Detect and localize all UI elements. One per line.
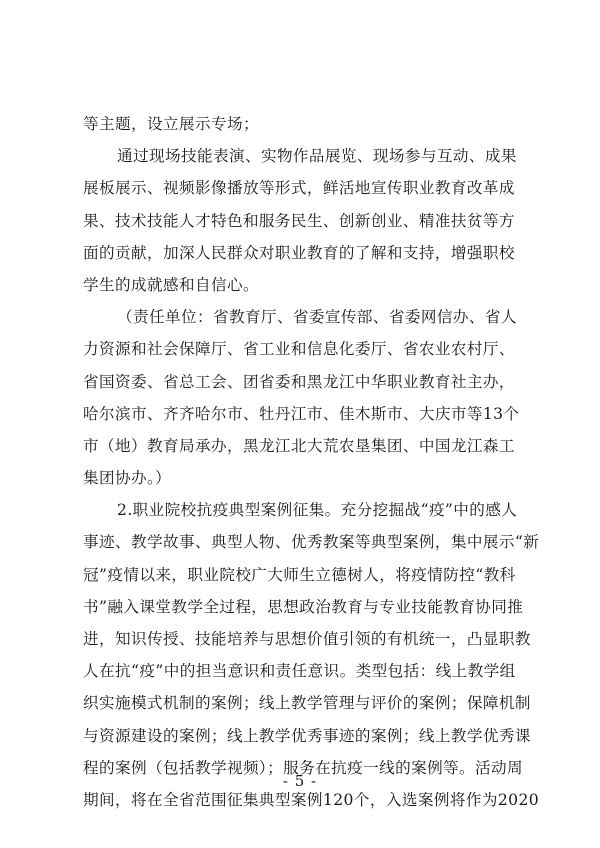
text-line: 冠”疫情以来，职业院校广大师生立德树人，将疫情防控“教科 <box>83 565 516 584</box>
text-line: 果、技术技能人才特色和服务民生、创新创业、精准扶贫等方 <box>83 211 515 230</box>
page-number: - 5 - <box>282 772 318 790</box>
text-line: 织实施模式机制的案例；线上教学管理与评价的案例；保障机制 <box>83 694 531 713</box>
text-line: 集团协办。） <box>83 469 172 488</box>
paragraph-start-line: （责任单位：省教育厅、省委宣传部、省委网信办、省人 <box>117 308 517 327</box>
text-line: 人在抗“疫”中的担当意识和责任意识。类型包括：线上教学组 <box>83 662 516 681</box>
paragraph-start-line: 通过现场技能表演、实物作品展览、现场参与互动、成果 <box>117 147 517 166</box>
body-text <box>83 108 540 816</box>
section-heading-line: 2.职业院校抗疫典型案例征集。充分挖掘战“疫”中的感人 <box>117 501 518 520</box>
text-line: 书”融入课堂教学全过程，思想政治教育与专业技能教育协同推 <box>83 597 524 616</box>
text-line: 等主题，设立展示专场； <box>83 115 259 133</box>
text-line: 面的贡献，加深人民群众对职业教育的了解和支持，增强职校 <box>83 243 515 262</box>
text-line: 程的案例（包括教学视频）；服务在抗疫一线的案例等。活动周 <box>83 758 524 777</box>
text-line: 力资源和社会保障厅、省工业和信息化委厅、省农业农村厅、 <box>83 340 515 359</box>
text-line: 与资源建设的案例；线上教学优秀事迹的案例；线上教学优秀课 <box>83 726 531 745</box>
text-line: 市（地）教育局承办，黑龙江北大荒农垦集团、中国龙江森工 <box>83 436 515 455</box>
text-line: 事迹、教学故事、典型人物、优秀教案等典型案例，集中展示“新 <box>83 533 540 552</box>
text-line: 哈尔滨市、齐齐哈尔市、牡丹江市、佳木斯市、大庆市等13个 <box>83 404 520 423</box>
text-line: 进，知识传授、技能培养与思想价值引领的有机统一，凸显职教 <box>83 630 531 648</box>
text-line: 展板展示、视频影像播放等形式，鲜活地宣传职业教育改革成 <box>83 179 515 198</box>
text-line: 省国资委、省总工会、团省委和黑龙江中华职业教育社主办， <box>83 372 515 391</box>
text-line: 学生的成就感和自信心。 <box>83 275 259 294</box>
text-line: 期间，将在全省范围征集典型案例120个，入选案例将作为2020 <box>83 790 540 809</box>
